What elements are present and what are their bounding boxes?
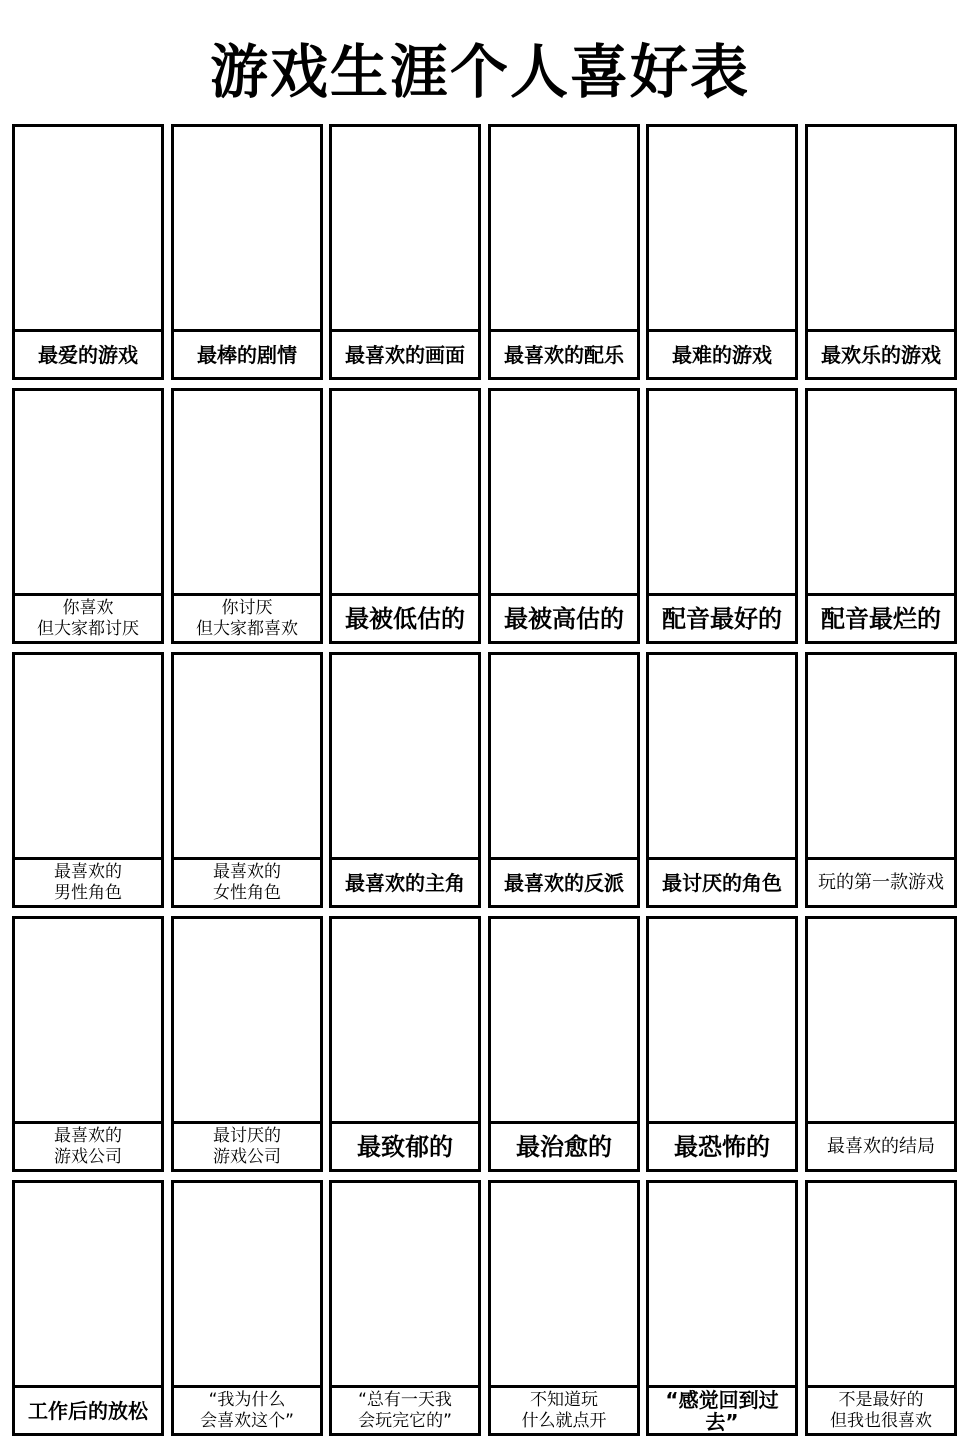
grid-cell[interactable] [805,1180,957,1436]
grid-cell[interactable] [646,388,798,644]
grid-cell[interactable] [646,652,798,908]
cell-caption: 最喜欢的 游戏公司 [15,1121,161,1169]
image-slot[interactable] [491,919,637,1121]
grid-cell[interactable] [805,124,957,380]
image-slot[interactable] [808,391,954,593]
grid-cell[interactable] [646,916,798,1172]
cell-caption: 你讨厌 但大家都喜欢 [174,593,320,641]
image-slot[interactable] [332,655,478,857]
image-slot[interactable] [649,1183,795,1385]
grid-cell[interactable] [12,124,164,380]
cell-caption: 最难的游戏 [649,329,795,377]
grid-cell[interactable] [329,916,481,1172]
image-slot[interactable] [332,127,478,329]
grid-cell[interactable] [329,388,481,644]
image-slot[interactable] [491,655,637,857]
cell-caption: 最治愈的 [491,1121,637,1169]
grid-cell[interactable] [329,1180,481,1436]
preference-grid [12,124,956,1442]
image-slot[interactable] [332,391,478,593]
image-slot[interactable] [174,1183,320,1385]
image-slot[interactable] [649,919,795,1121]
cell-caption: 最喜欢的主角 [332,857,478,905]
image-slot[interactable] [332,919,478,1121]
image-slot[interactable] [491,1183,637,1385]
image-slot[interactable] [649,127,795,329]
image-slot[interactable] [808,655,954,857]
image-slot[interactable] [15,655,161,857]
grid-cell[interactable] [646,124,798,380]
image-slot[interactable] [808,127,954,329]
grid-cell[interactable] [488,652,640,908]
cell-caption: 最恐怖的 [649,1121,795,1169]
grid-cell[interactable] [12,1180,164,1436]
cell-caption: 玩的第一款游戏 [808,857,954,905]
image-slot[interactable] [15,391,161,593]
grid-cell[interactable] [171,916,323,1172]
grid-cell[interactable] [329,124,481,380]
image-slot[interactable] [649,655,795,857]
image-slot[interactable] [491,127,637,329]
grid-cell[interactable] [171,388,323,644]
image-slot[interactable] [174,655,320,857]
grid-cell[interactable] [805,388,957,644]
grid-cell[interactable] [12,388,164,644]
cell-caption: 最被高估的 [491,593,637,641]
cell-caption: 配音最烂的 [808,593,954,641]
cell-caption: 最欢乐的游戏 [808,329,954,377]
cell-caption: 你喜欢 但大家都讨厌 [15,593,161,641]
grid-cell[interactable] [488,1180,640,1436]
image-slot[interactable] [808,919,954,1121]
grid-cell[interactable] [171,1180,323,1436]
cell-caption: 工作后的放松 [15,1385,161,1433]
grid-cell[interactable] [171,652,323,908]
cell-caption: 最喜欢的配乐 [491,329,637,377]
cell-caption: “感觉回到过去” [649,1385,795,1433]
cell-caption: 最被低估的 [332,593,478,641]
grid-cell[interactable] [488,124,640,380]
grid-cell[interactable] [488,388,640,644]
cell-caption: 最喜欢的画面 [332,329,478,377]
grid-cell[interactable] [329,652,481,908]
cell-caption: “我为什么 会喜欢这个” [174,1385,320,1433]
cell-caption: 最讨厌的角色 [649,857,795,905]
grid-cell[interactable] [12,652,164,908]
cell-caption: 最爱的游戏 [15,329,161,377]
image-slot[interactable] [15,127,161,329]
cell-caption: 不是最好的 但我也很喜欢 [808,1385,954,1433]
image-slot[interactable] [491,391,637,593]
cell-caption: 最喜欢的 女性角色 [174,857,320,905]
grid-cell[interactable] [12,916,164,1172]
cell-caption: 最喜欢的反派 [491,857,637,905]
grid-cell[interactable] [171,124,323,380]
image-slot[interactable] [649,391,795,593]
image-slot[interactable] [174,391,320,593]
grid-cell[interactable] [646,1180,798,1436]
cell-caption: 最喜欢的结局 [808,1121,954,1169]
cell-caption: 配音最好的 [649,593,795,641]
cell-caption: 最喜欢的 男性角色 [15,857,161,905]
grid-cell[interactable] [805,916,957,1172]
cell-caption: 不知道玩 什么就点开 [491,1385,637,1433]
image-slot[interactable] [15,919,161,1121]
cell-caption: 最讨厌的 游戏公司 [174,1121,320,1169]
grid-cell[interactable] [488,916,640,1172]
cell-caption: “总有一天我 会玩完它的” [332,1385,478,1433]
image-slot[interactable] [174,919,320,1121]
image-slot[interactable] [15,1183,161,1385]
image-slot[interactable] [174,127,320,329]
image-slot[interactable] [808,1183,954,1385]
grid-cell[interactable] [805,652,957,908]
image-slot[interactable] [332,1183,478,1385]
page-title: 游戏生涯个人喜好表 [209,38,750,106]
cell-caption: 最棒的剧情 [174,329,320,377]
cell-caption: 最致郁的 [332,1121,478,1169]
